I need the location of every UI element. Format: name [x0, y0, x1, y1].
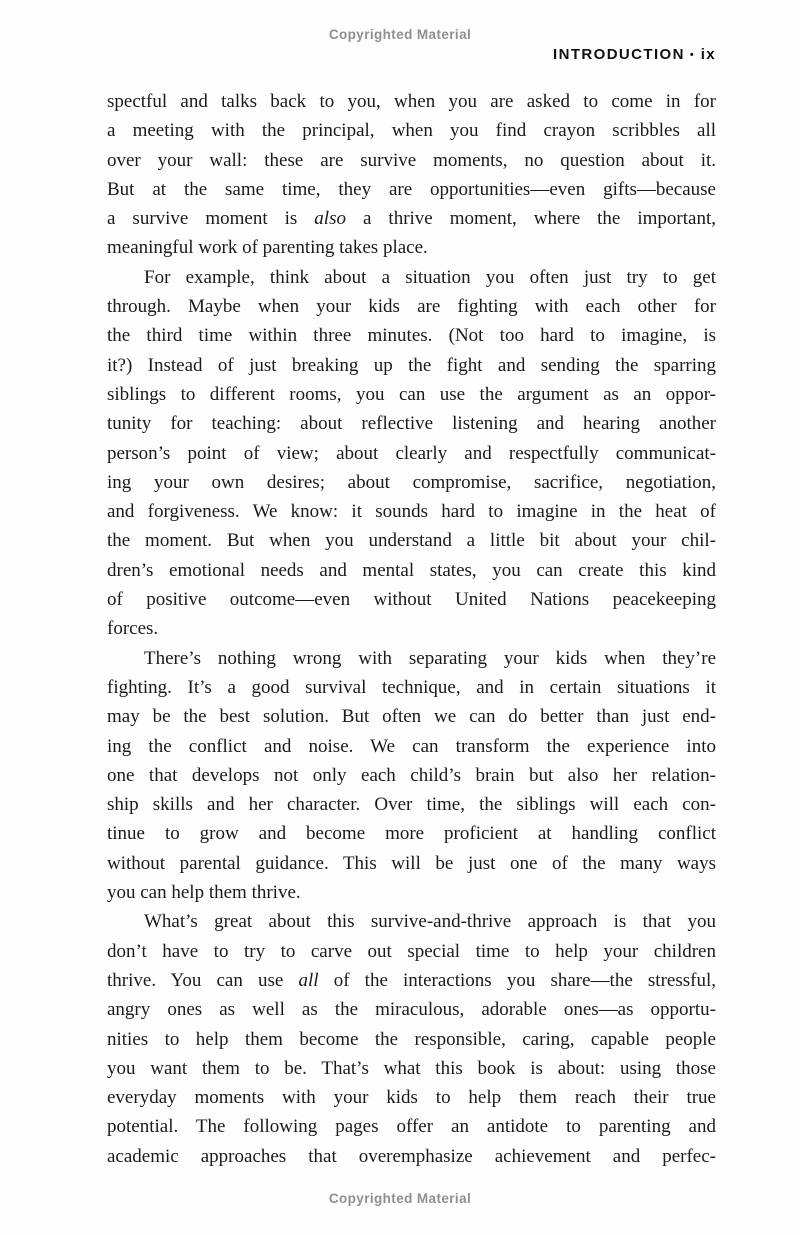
text-line: There’s nothing wrong with separating your kids when they’re: [144, 647, 716, 669]
text-line: you want them to be. That’s what this book is about: using those: [107, 1057, 716, 1079]
text-line: through. Maybe when your kids are fighting with each other for: [107, 296, 716, 318]
text-line: without parental guidance. This will be just one of the many ways: [107, 852, 716, 874]
text-line: meaningful work of parenting takes place.: [107, 237, 428, 259]
text-line: siblings to different rooms, you can use the argument as an oppor-: [107, 383, 716, 405]
text-line: the moment. But when you understand a little bit about your chil-: [107, 530, 716, 552]
running-head: [553, 46, 716, 63]
text-line: ing the conflict and noise. We can transform the experience into: [107, 735, 716, 757]
text-line: over your wall: these are survive moments, no question about it.: [107, 149, 716, 171]
text-line: it?) Instead of just breaking up the fight and sending the sparring: [107, 354, 716, 376]
text-line: fighting. It’s a good survival technique, and in certain situations it: [107, 676, 716, 698]
running-head-section: INTRODUCTION: [553, 46, 685, 63]
text-line: forces.: [107, 618, 159, 640]
bullet-separator-icon: •: [689, 49, 694, 61]
text-line: you can help them thrive.: [107, 882, 301, 904]
text-line: a survive moment is also a thrive moment, where the important,: [107, 208, 716, 230]
text-line: the third time within three minutes. (Not too hard to imagine, is: [107, 325, 716, 347]
running-head-page-number: ix: [700, 46, 716, 63]
text-line: But at the same time, they are opportunities—even gifts—because: [107, 178, 716, 200]
copyright-notice-bottom: Copyrighted Material: [328, 1191, 472, 1206]
text-line: tinue to grow and become more proficient at handling conflict: [107, 823, 716, 845]
text-line: a meeting with the principal, when you find crayon scribbles all: [107, 120, 716, 142]
copyright-notice-top: Copyrighted Material: [328, 27, 472, 42]
text-line: thrive. You can use all of the interactions you share—the stressful,: [107, 969, 716, 991]
text-line: don’t have to try to carve out special time to help your children: [107, 940, 716, 962]
text-line: person’s point of view; about clearly and respectfully communicat-: [107, 442, 716, 464]
text-line: ship skills and her character. Over time, the siblings will each con-: [107, 794, 716, 816]
text-line: tunity for teaching: about reflective listening and hearing another: [107, 413, 716, 435]
text-line: spectful and talks back to you, when you are asked to come in for: [107, 91, 716, 112]
text-line: nities to help them become the responsible, caring, capable people: [107, 1028, 716, 1050]
body-text: [107, 87, 716, 1171]
text-line: ing your own desires; about compromise, sacrifice, negotiation,: [107, 471, 716, 493]
text-line: potential. The following pages offer an antidote to parenting and: [107, 1116, 716, 1138]
text-line: may be the best solution. But often we can do better than just end-: [107, 706, 716, 728]
text-line: and forgiveness. We know: it sounds hard to imagine in the heat of: [107, 501, 716, 523]
text-line: What’s great about this survive-and-thrive approach is that you: [144, 911, 716, 933]
text-line: dren’s emotional needs and mental states, you can create this kind: [107, 559, 716, 581]
text-line: everyday moments with your kids to help them reach their true: [107, 1087, 716, 1109]
text-line: For example, think about a situation you often just try to get: [144, 266, 716, 288]
text-line: of positive outcome—even without United Nations peacekeeping: [107, 589, 716, 611]
text-line: academic approaches that overemphasize achievement and perfec-: [107, 1145, 716, 1167]
text-line: one that develops not only each child’s brain but also her relation-: [107, 764, 716, 786]
text-line: angry ones as well as the miraculous, adorable ones—as opportu-: [107, 999, 716, 1021]
